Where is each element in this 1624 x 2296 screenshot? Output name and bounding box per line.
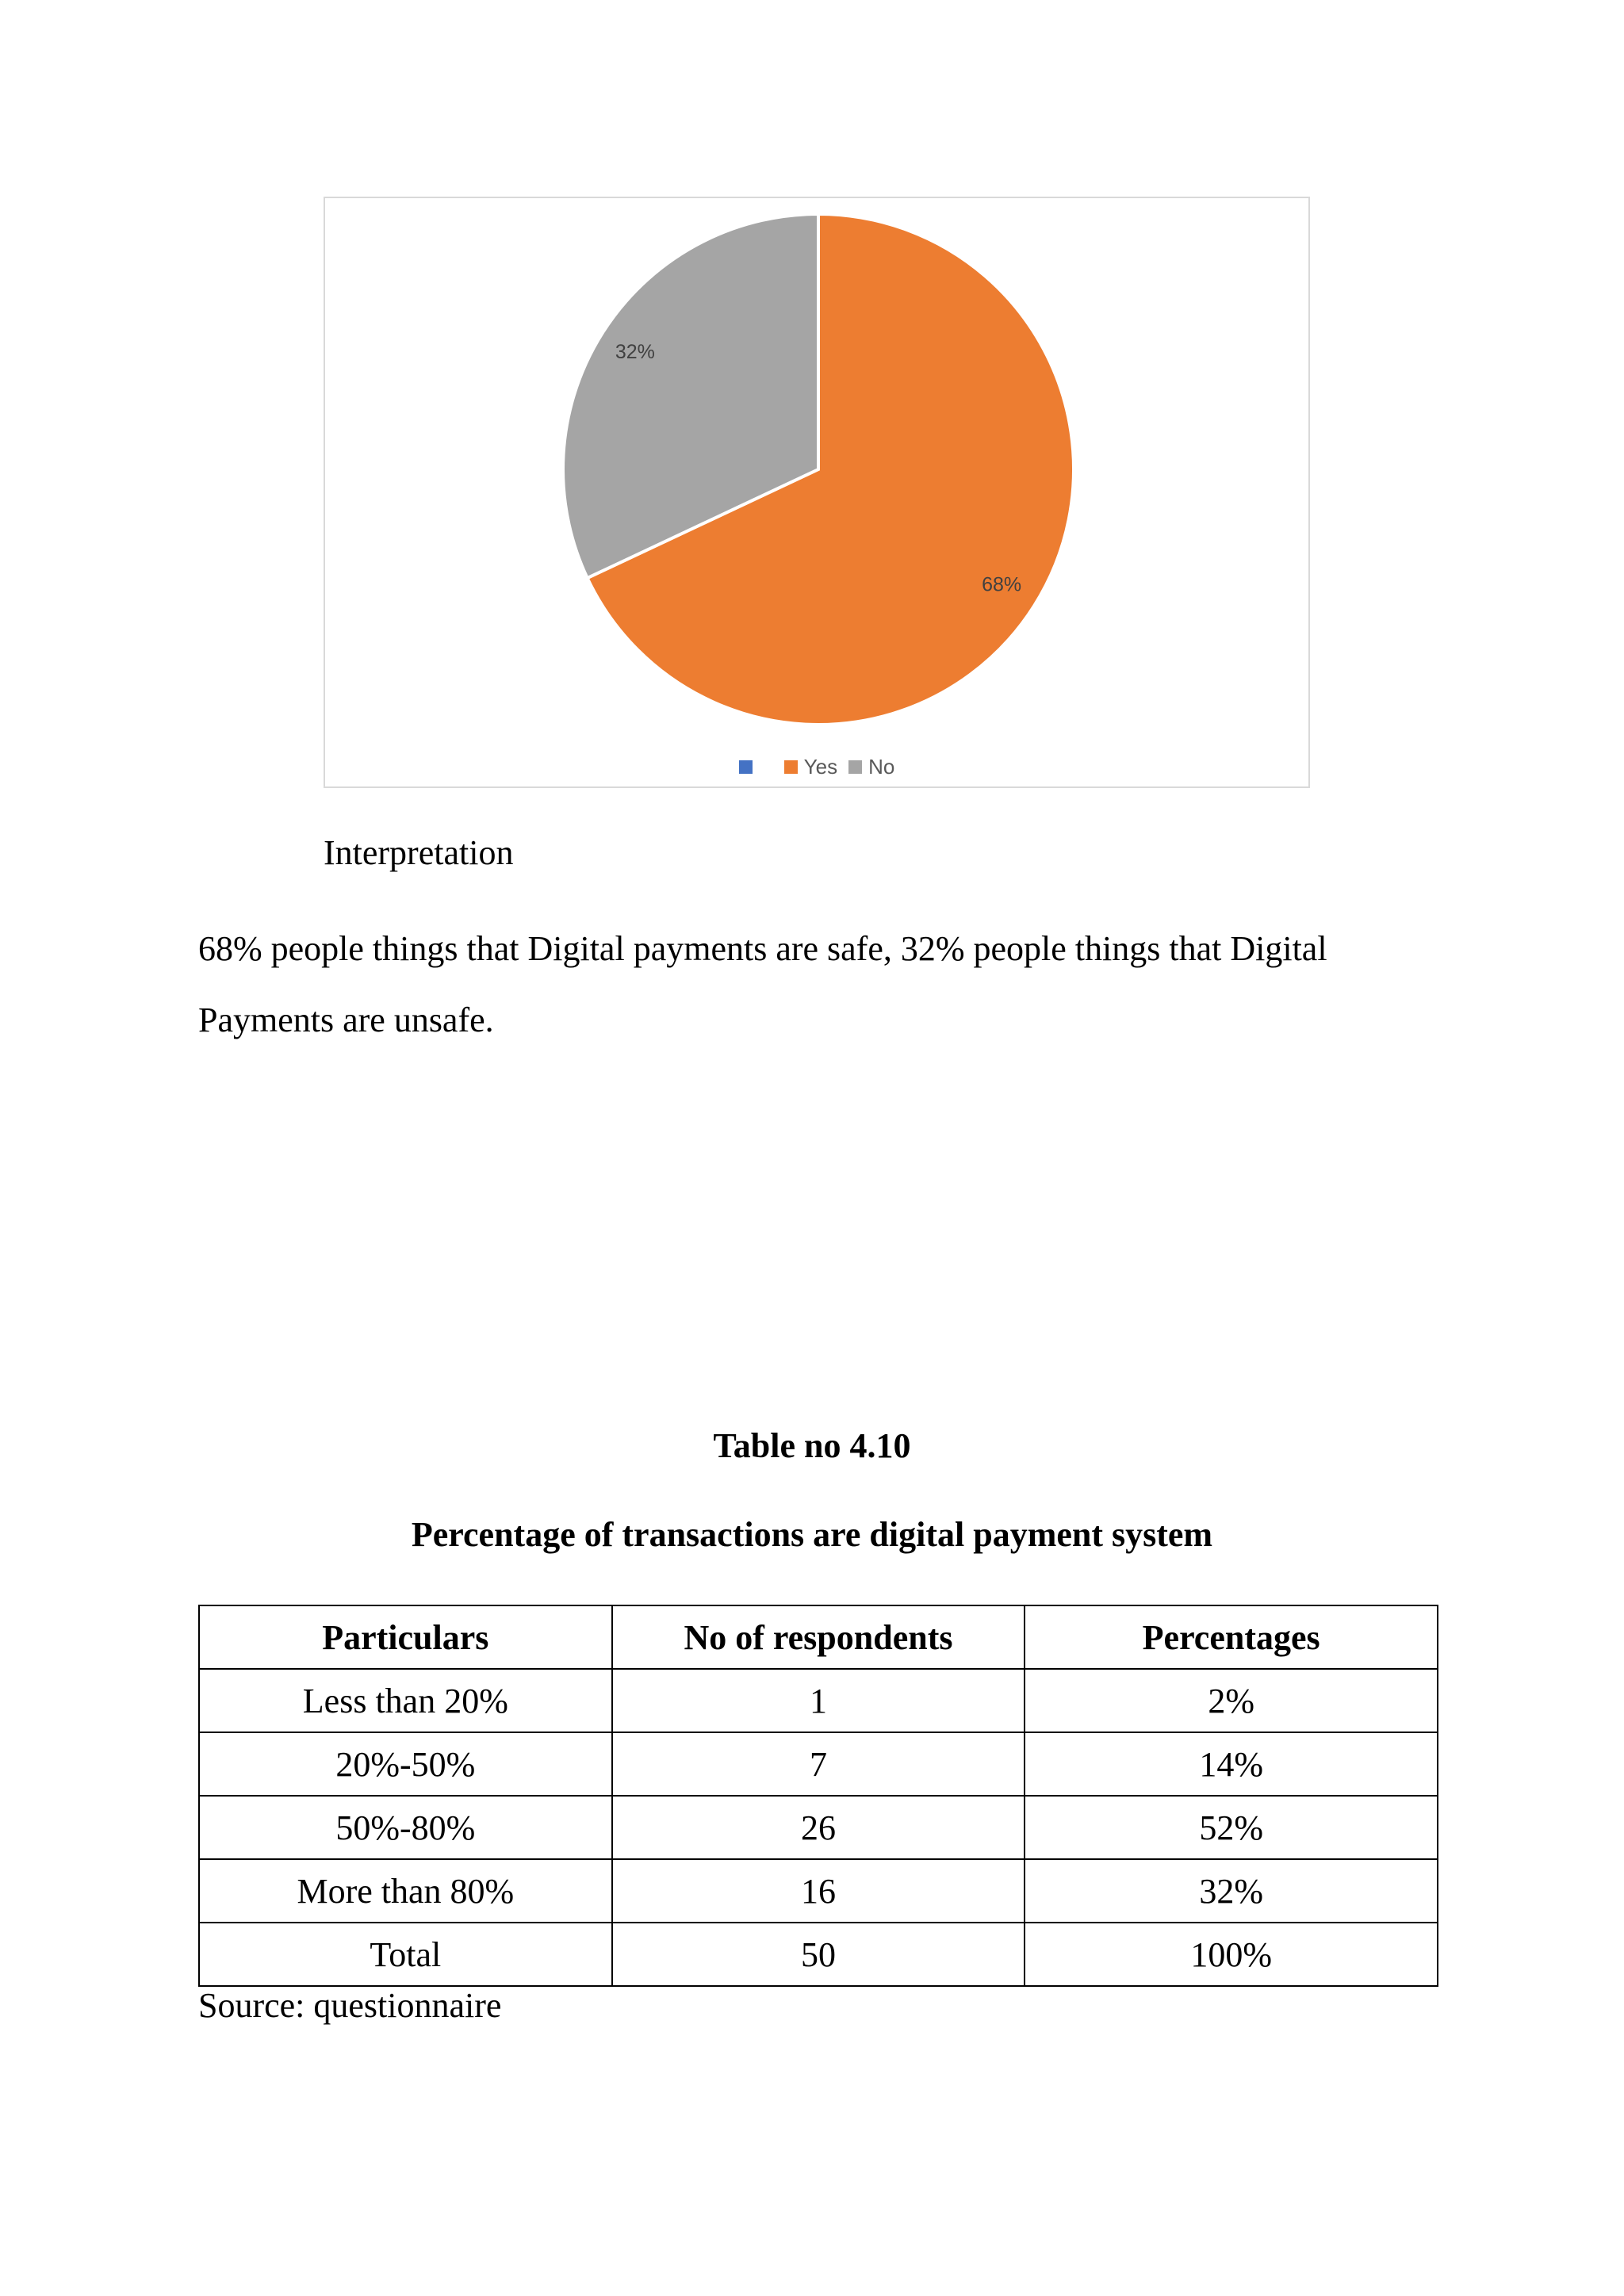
legend-item-blank: [739, 760, 759, 774]
interpretation-text: 68% people things that Digital payments are safe, 32% people things that Digital Payments are unsafe.: [198, 929, 1327, 1039]
cell-percentage: 2%: [1025, 1669, 1438, 1732]
table-number: Table no 4.10: [713, 1426, 911, 1465]
interpretation-heading: Interpretation: [324, 833, 514, 872]
cell-percentage: 100%: [1025, 1923, 1438, 1986]
table-row: [199, 1669, 1438, 1732]
table-row-total: [199, 1923, 1438, 1986]
table-row: [199, 1859, 1438, 1923]
legend-swatch-no: [848, 760, 862, 774]
pie-chart: [324, 197, 1310, 788]
table-row: [199, 1732, 1438, 1796]
pie-chart-svg: [325, 198, 1308, 786]
header-particulars: Particulars: [199, 1605, 612, 1669]
legend-swatch-yes: [784, 760, 798, 774]
cell-particulars: 50%-80%: [199, 1796, 612, 1859]
cell-particulars: Total: [199, 1923, 612, 1986]
chart-legend: [325, 753, 1308, 780]
cell-particulars: 20%-50%: [199, 1732, 612, 1796]
table-header-row: [199, 1605, 1438, 1669]
header-percentages: Percentages: [1025, 1605, 1438, 1669]
cell-particulars: Less than 20%: [199, 1669, 612, 1732]
table-row: [199, 1796, 1438, 1859]
cell-percentage: 32%: [1025, 1859, 1438, 1923]
cell-particulars: More than 80%: [199, 1859, 612, 1923]
legend-label-yes: Yes: [803, 754, 838, 779]
legend-item-yes: [784, 755, 837, 779]
cell-respondents: 26: [612, 1796, 1025, 1859]
legend-item-no: [848, 755, 894, 779]
header-respondents: No of respondents: [612, 1605, 1025, 1669]
table-source: Source: questionnaire: [198, 1986, 502, 2025]
data-table: [198, 1605, 1438, 1987]
table-title: Percentage of transactions are digital payment system: [411, 1515, 1213, 1554]
legend-swatch-blank: [739, 760, 753, 774]
legend-label-no: No: [868, 754, 895, 779]
cell-respondents: 50: [612, 1923, 1025, 1986]
cell-percentage: 52%: [1025, 1796, 1438, 1859]
cell-respondents: 1: [612, 1669, 1025, 1732]
pie-label-no: 32%: [615, 340, 655, 363]
cell-respondents: 16: [612, 1859, 1025, 1923]
cell-percentage: 14%: [1025, 1732, 1438, 1796]
cell-respondents: 7: [612, 1732, 1025, 1796]
pie-label-yes: 68%: [982, 573, 1022, 596]
